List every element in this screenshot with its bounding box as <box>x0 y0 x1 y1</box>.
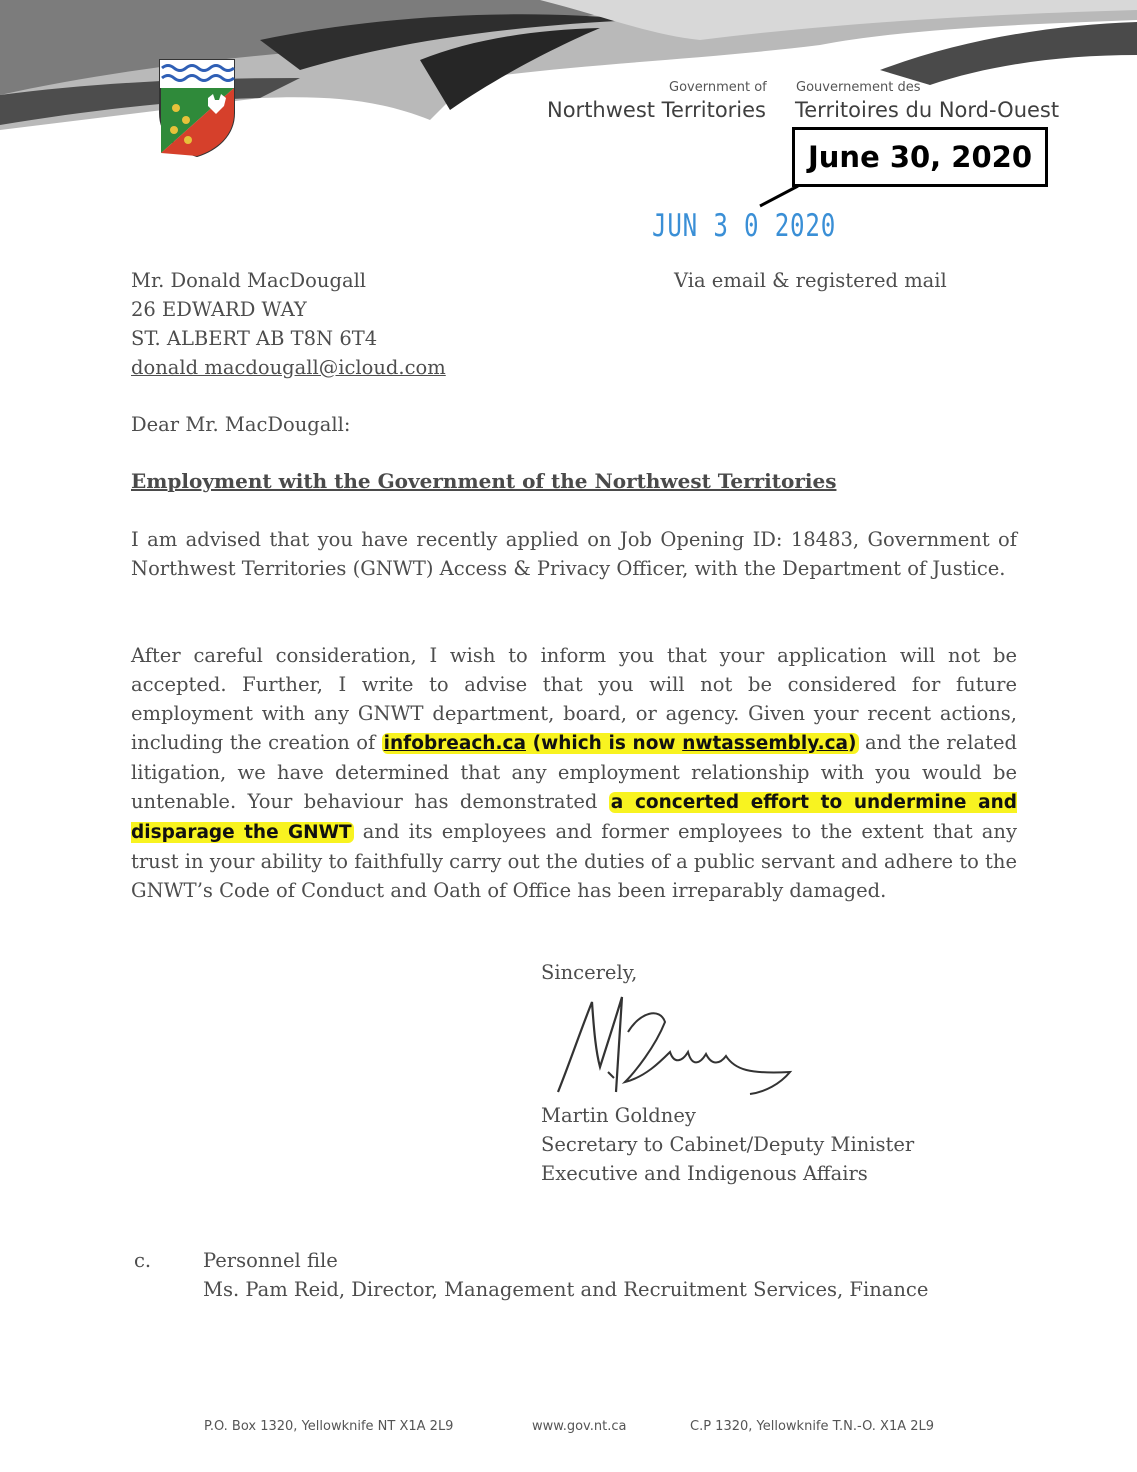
footer-website[interactable]: www.gov.nt.ca <box>532 1419 627 1434</box>
footer-address-fr: C.P 1320, Yellowknife T.N.-O. X1A 2L9 <box>690 1419 935 1434</box>
handwritten-signature <box>550 992 810 1102</box>
paragraph-2 <box>131 641 1017 905</box>
signatory-department: Executive and Indigenous Affairs <box>541 1162 868 1185</box>
highlight-websites-text: (which is now <box>525 733 683 754</box>
signatory-title: Secretary to Cabinet/Deputy Minister <box>541 1133 915 1156</box>
nwt-coat-of-arms-logo <box>158 58 236 158</box>
date-annotation-box: June 30, 2020 <box>792 127 1048 187</box>
gov-en-name: Northwest Territories <box>547 98 767 122</box>
recipient-city: ST. ALBERT AB T8N 6T4 <box>131 327 378 350</box>
highlight-concerted-effort: a concerted effort to undermine and disparage the GNWT <box>131 792 1017 843</box>
signatory-name: Martin Goldney <box>541 1104 696 1127</box>
gov-fr-name: Territoires du Nord-Ouest <box>795 98 1060 122</box>
subject-line: Employment with the Government of the Northwest Territories <box>131 469 837 493</box>
date-stamp: JUN 3 0 2020 <box>652 208 837 244</box>
valediction: Sincerely, <box>541 961 638 984</box>
paragraph-2-part-1: After careful consideration, I wish to inform you that your application will not be accepted. Further, I write to advise that you will not be considered for future employment with any GNWT department, board, or agency. Given your recent actions, including the creation of <box>131 644 1017 754</box>
highlight-websites-close: ) <box>848 733 857 754</box>
footer-address-en: P.O. Box 1320, Yellowknife NT X1A 2L9 <box>204 1419 454 1434</box>
cc-item-pam-reid: Ms. Pam Reid, Director, Management and Recruitment Services, Finance <box>203 1278 929 1301</box>
annotation-pointer-line <box>756 184 806 210</box>
paragraph-2-part-3: and its employees and former employees to the extent that any trust in your ability to faithfully carry out the duties of a public servant and adhere to the GNWT’s Code of Conduct and Oath of Office has been irreparably damaged. <box>131 820 1018 902</box>
recipient-email[interactable]: donald macdougall@icloud.com <box>131 356 446 379</box>
gov-fr-small: Gouvernement des <box>796 80 921 95</box>
salutation: Dear Mr. MacDougall: <box>131 413 351 436</box>
gov-en-small: Government of <box>669 80 767 95</box>
recipient-address <box>131 266 446 382</box>
link-infobreach[interactable]: infobreach.ca <box>383 733 526 754</box>
recipient-name: Mr. Donald MacDougall <box>131 269 367 292</box>
cc-list <box>203 1246 928 1304</box>
recipient-street: 26 EDWARD WAY <box>131 298 307 321</box>
delivery-method: Via email & registered mail <box>674 269 947 292</box>
highlight-websites <box>382 733 859 754</box>
cc-item-personnel-file: Personnel file <box>203 1249 338 1272</box>
link-nwtassembly[interactable]: nwtassembly.ca <box>682 733 849 754</box>
paragraph-1: I am advised that you have recently applied on Job Opening ID: 18483, Government of Northwest Territories (GNWT) Access & Privacy Officer, with the Department of Justice. <box>131 528 1017 580</box>
cc-label: c. <box>134 1249 152 1272</box>
paragraph-2-part-2: and the related litigation, we have determined that any employment relationship with you would be untenable. Your behaviour has demonstrated <box>131 731 1017 813</box>
